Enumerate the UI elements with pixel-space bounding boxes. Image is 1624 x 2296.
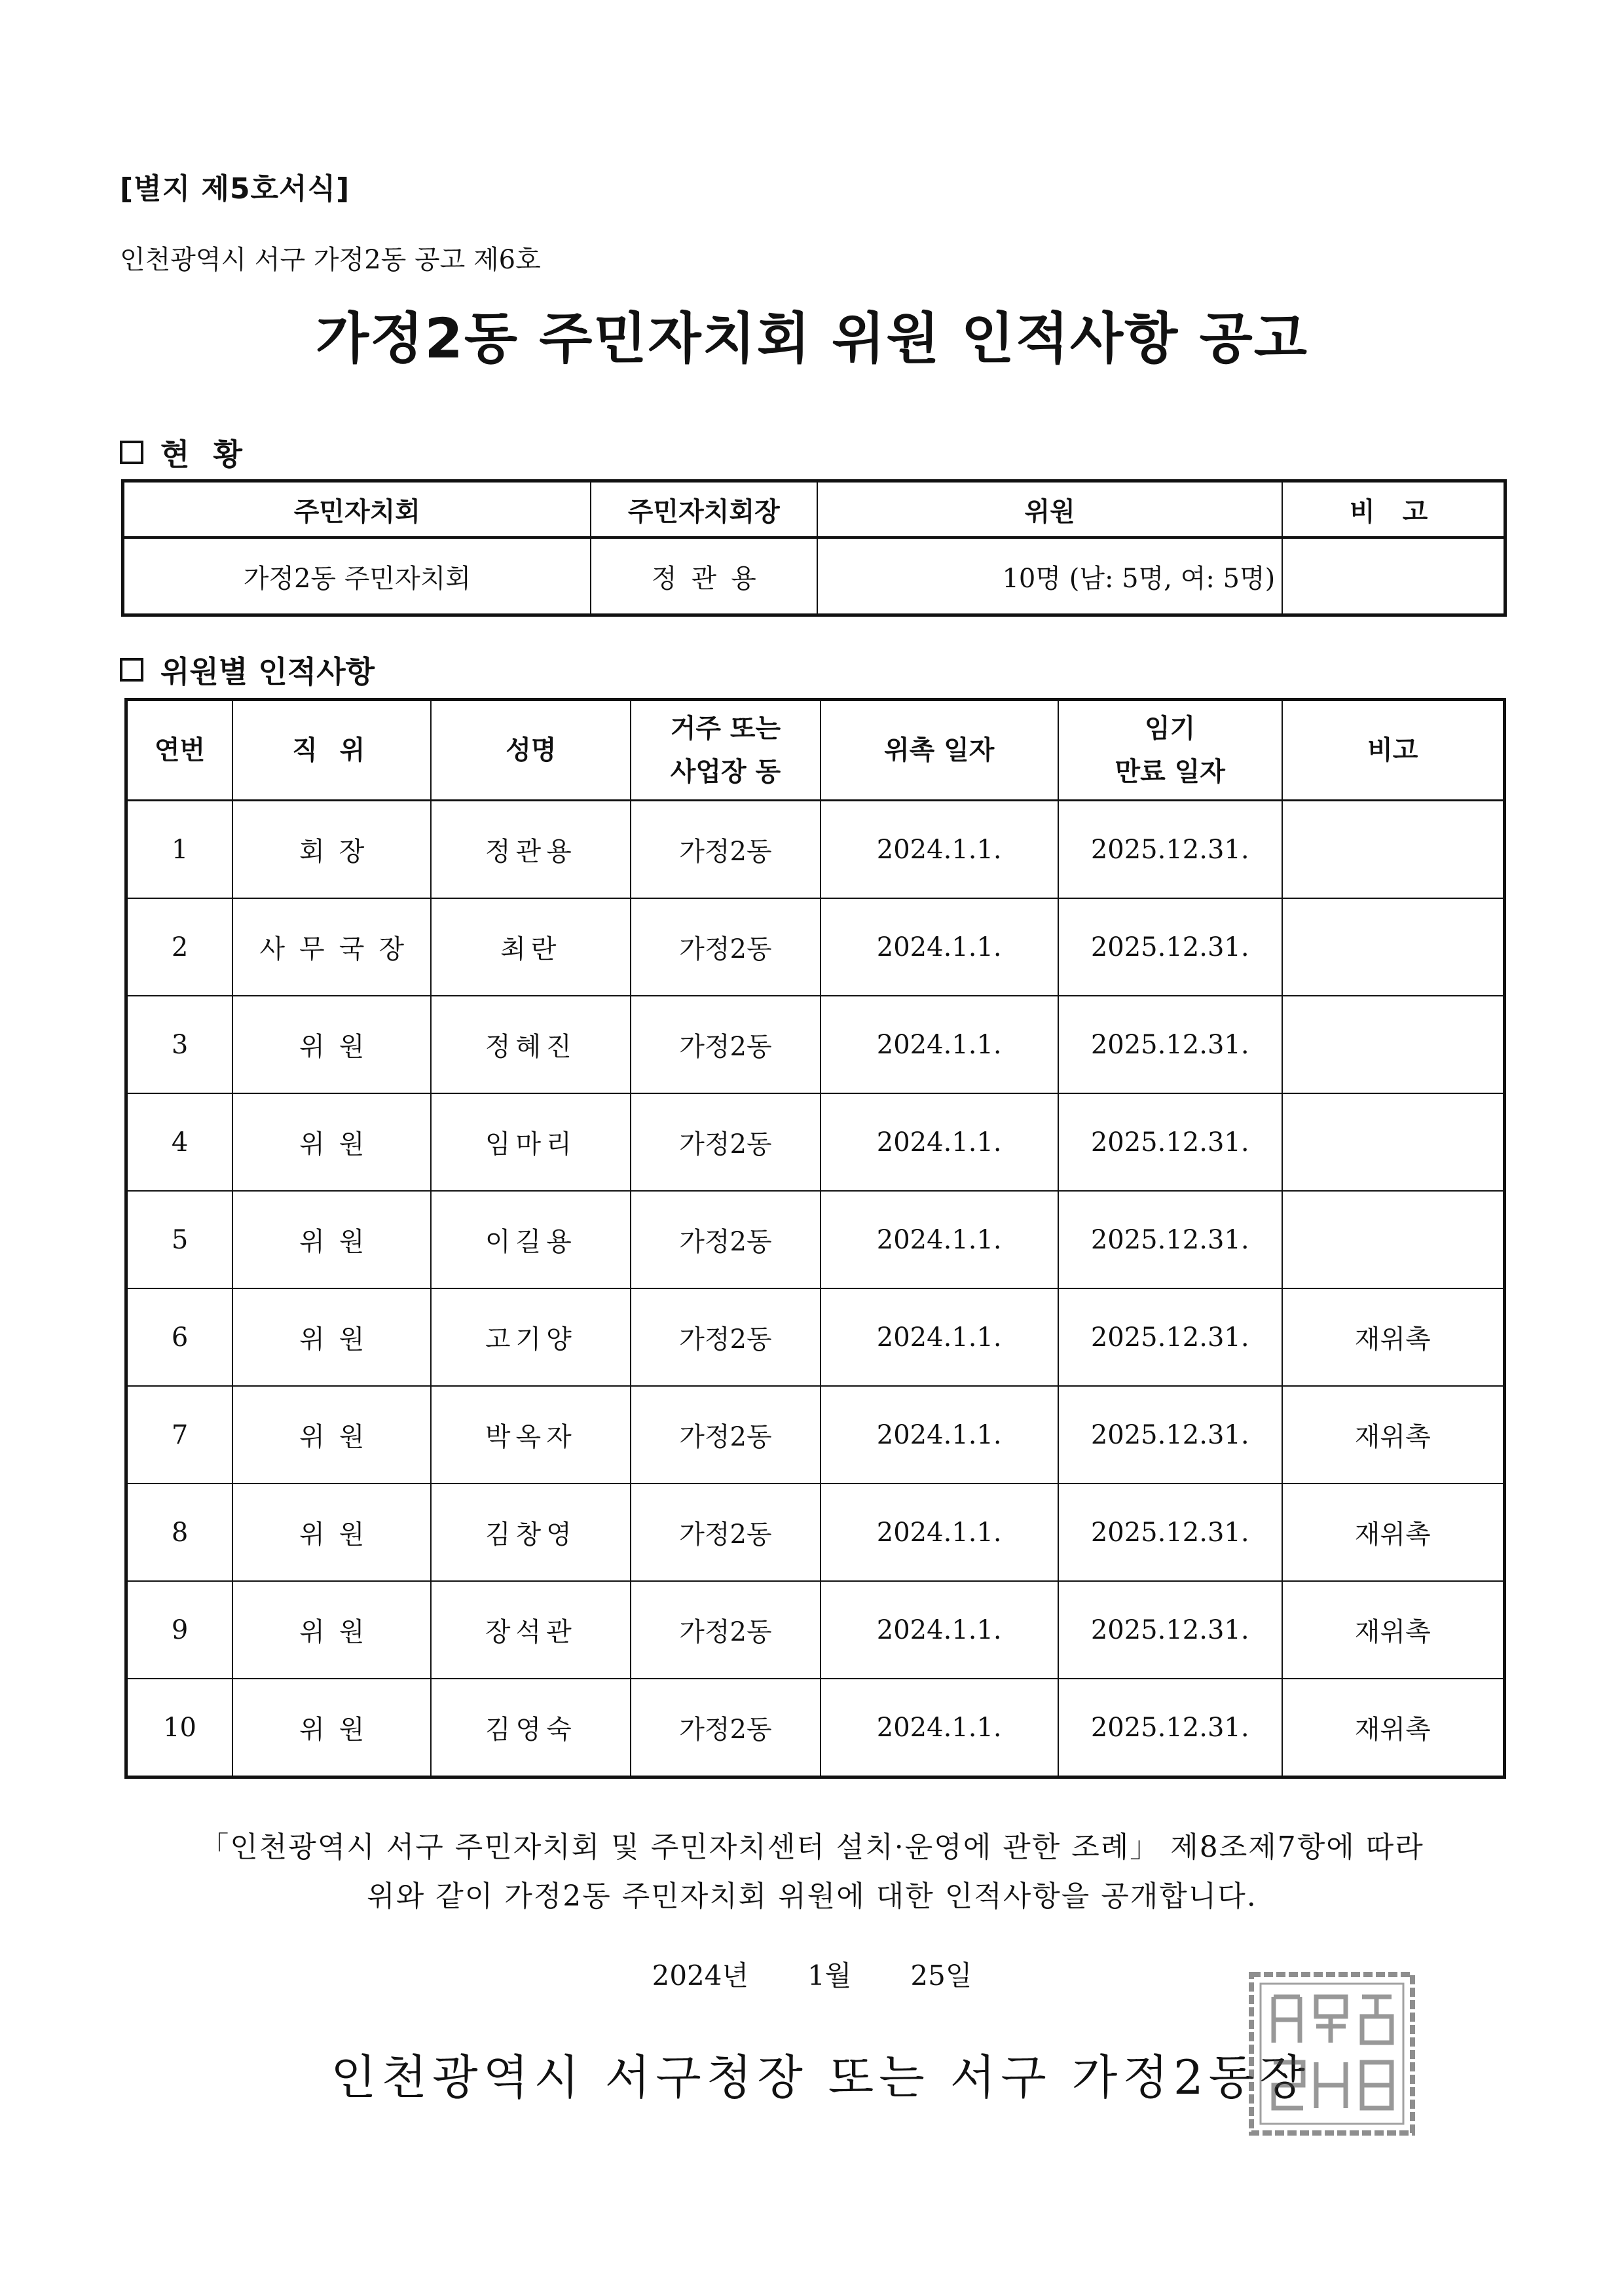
cell-expiry: 2025.12.31. (1058, 1679, 1282, 1777)
cell-appointed: 2024.1.1. (821, 801, 1058, 899)
cell-no: 10 (126, 1679, 233, 1777)
footer-statement: 위와 같이 가정2동 주민자치회 위원에 대한 인적사항을 공개합니다. (367, 1880, 1257, 1913)
cell-residence: 가정2동 (631, 801, 820, 899)
table-row (126, 801, 1505, 899)
column-header-line: 사업장 동 (670, 757, 781, 787)
cell-name: 임마리 (431, 1093, 631, 1191)
date-month: 1월 (807, 1959, 852, 1992)
cell-no: 5 (126, 1191, 233, 1288)
date-day: 25일 (910, 1959, 972, 1992)
cell-no: 9 (126, 1581, 233, 1679)
cell-name: 정관용 (431, 801, 631, 899)
cell-residence: 가정2동 (631, 996, 820, 1093)
cell-expiry: 2025.12.31. (1058, 1581, 1282, 1679)
status-header-row (123, 481, 1505, 538)
section-heading-members (120, 648, 375, 691)
cell-position: 위원 (232, 1386, 431, 1484)
table-row (126, 898, 1505, 996)
column-header: 위원 (817, 481, 1282, 538)
status-row (123, 538, 1505, 615)
cell-no: 8 (126, 1484, 233, 1581)
cell-name: 최란 (431, 898, 631, 996)
section-heading-status (120, 431, 249, 474)
cell-appointed: 2024.1.1. (821, 996, 1058, 1093)
column-header: 주민자치회장 (591, 481, 817, 538)
cell-note (1282, 1093, 1505, 1191)
cell-appointed: 2024.1.1. (821, 1288, 1058, 1386)
cell-residence: 가정2동 (631, 898, 820, 996)
cell-expiry: 2025.12.31. (1058, 898, 1282, 996)
cell-position: 위원 (232, 1288, 431, 1386)
table-cell: 정관용 (591, 538, 817, 615)
checkbox-icon (120, 441, 143, 464)
cell-name: 고기양 (431, 1288, 631, 1386)
cell-no: 7 (126, 1386, 233, 1484)
date-year: 2024년 (652, 1959, 749, 1992)
cell-appointed: 2024.1.1. (821, 1191, 1058, 1288)
cell-position: 위원 (232, 1191, 431, 1288)
cell-residence: 가정2동 (631, 1679, 820, 1777)
cell-no: 6 (126, 1288, 233, 1386)
cell-note: 재위촉 (1282, 1581, 1505, 1679)
status-table (121, 479, 1507, 617)
cell-appointed: 2024.1.1. (821, 1386, 1058, 1484)
column-header-appointed: 위촉 일자 (821, 700, 1058, 801)
column-header-name: 성명 (431, 700, 631, 801)
page-title: 가정2동 주민자치회 위원 인적사항 공고 (316, 306, 1308, 371)
members-header-row (126, 700, 1505, 801)
cell-note (1282, 1191, 1505, 1288)
table-cell: 가정2동 주민자치회 (123, 538, 591, 615)
table-row (126, 1484, 1505, 1581)
cell-appointed: 2024.1.1. (821, 1093, 1058, 1191)
column-header-residence (631, 700, 820, 801)
column-header-line: 거주 또는 (670, 714, 781, 744)
cell-position: 회장 (232, 801, 431, 899)
column-header-line: 임기 (1145, 714, 1196, 744)
cell-position: 위원 (232, 1581, 431, 1679)
cell-expiry: 2025.12.31. (1058, 1386, 1282, 1484)
issuer-name: 인천광역시 서구청장 또는 서구 가정2동장 (331, 2050, 1310, 2105)
cell-residence: 가정2동 (631, 1288, 820, 1386)
table-row (126, 1581, 1505, 1679)
table-row (126, 1288, 1505, 1386)
checkbox-icon (120, 658, 143, 682)
column-header-expiry (1058, 700, 1282, 801)
table-row (126, 996, 1505, 1093)
cell-position: 위원 (232, 1093, 431, 1191)
cell-expiry: 2025.12.31. (1058, 1191, 1282, 1288)
cell-appointed: 2024.1.1. (821, 898, 1058, 996)
cell-appointed: 2024.1.1. (821, 1484, 1058, 1581)
cell-note: 재위촉 (1282, 1679, 1505, 1777)
section-heading-label: 위원별 인적사항 (160, 654, 375, 689)
cell-note (1282, 996, 1505, 1093)
cell-expiry: 2025.12.31. (1058, 996, 1282, 1093)
cell-note (1282, 898, 1505, 996)
cell-note: 재위촉 (1282, 1288, 1505, 1386)
cell-no: 4 (126, 1093, 233, 1191)
cell-expiry: 2025.12.31. (1058, 1484, 1282, 1581)
column-header: 주민자치회 (123, 481, 591, 538)
notice-number: 인천광역시 서구 가정2동 공고 제6호 (120, 245, 541, 275)
cell-position: 사무국장 (232, 898, 431, 996)
column-header-line: 만료 일자 (1115, 757, 1225, 787)
table-row (126, 1191, 1505, 1288)
cell-name: 정혜진 (431, 996, 631, 1093)
cell-residence: 가정2동 (631, 1581, 820, 1679)
column-header-position: 직 위 (232, 700, 431, 801)
members-table (124, 698, 1506, 1779)
cell-note: 재위촉 (1282, 1484, 1505, 1581)
form-label: [별지 제5호서식] (120, 172, 350, 206)
cell-expiry: 2025.12.31. (1058, 801, 1282, 899)
cell-residence: 가정2동 (631, 1386, 820, 1484)
table-row (126, 1093, 1505, 1191)
cell-position: 위원 (232, 996, 431, 1093)
cell-position: 위원 (232, 1484, 431, 1581)
cell-no: 1 (126, 801, 233, 899)
cell-appointed: 2024.1.1. (821, 1679, 1058, 1777)
column-header-note: 비고 (1282, 700, 1505, 801)
cell-name: 장석관 (431, 1581, 631, 1679)
cell-expiry: 2025.12.31. (1058, 1288, 1282, 1386)
cell-name: 김영숙 (431, 1679, 631, 1777)
table-row (126, 1679, 1505, 1777)
table-row (126, 1386, 1505, 1484)
cell-residence: 가정2동 (631, 1484, 820, 1581)
cell-appointed: 2024.1.1. (821, 1581, 1058, 1679)
footer-legal-basis: 「인천광역시 서구 주민자치회 및 주민자치센터 설치·운영에 관한 조례」 제8조제7항에 따라 (200, 1831, 1424, 1864)
cell-name: 김창영 (431, 1484, 631, 1581)
cell-residence: 가정2동 (631, 1093, 820, 1191)
official-seal-icon (1247, 1971, 1416, 2137)
cell-no: 2 (126, 898, 233, 996)
column-header-no: 연번 (126, 700, 233, 801)
cell-note: 재위촉 (1282, 1386, 1505, 1484)
cell-name: 박옥자 (431, 1386, 631, 1484)
cell-note (1282, 801, 1505, 899)
cell-expiry: 2025.12.31. (1058, 1093, 1282, 1191)
cell-position: 위원 (232, 1679, 431, 1777)
cell-no: 3 (126, 996, 233, 1093)
section-heading-label: 현 황 (160, 437, 249, 472)
cell-name: 이길용 (431, 1191, 631, 1288)
cell-residence: 가정2동 (631, 1191, 820, 1288)
column-header: 비 고 (1282, 481, 1505, 538)
table-cell: 10명 (남: 5명, 여: 5명) (817, 538, 1282, 615)
table-cell (1282, 538, 1505, 615)
